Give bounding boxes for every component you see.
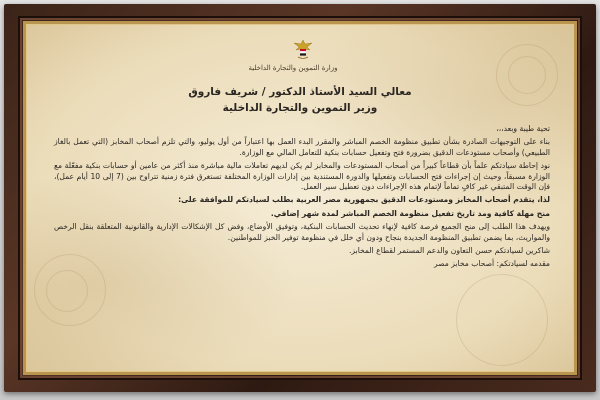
paragraph-context: نود إحاطة سيادتكم علماً بأن قطاعاً كبيراً من أصحاب المستودعات والمخابز لم يكن لديهم تعاملات مالية مباشرة منذ أكثر من عامين أو حسابات بنكية مفعّلة مع الوزارة مسبقاً، وحيث إن إجراءات فتح الحسابات وتفعيلها والدورة المستندية بين إدارات الوزارة المختلفة تستغرق فترة زمنية تتراوح بين (7 إلى 10 أيام عمل)، فإن الوقت المتبقي غير كافٍ تماماً لإتمام هذه الإجراءات دون تعطيل سير العمل. (54, 161, 550, 192)
letter-paper (23, 21, 577, 375)
greeting: تحية طيبة وبعد،،، (496, 124, 550, 133)
signature-line: مقدمه لسيادتكم: أصحاب مخابز مصر (433, 259, 550, 269)
letter-body (54, 124, 550, 273)
paragraph-purpose: ويهدف هذا الطلب إلى منح الجميع فرصة كافية لإنهاء تحديث الحسابات البنكية، وتوفيق الأوضاع، وفض كل الإشكالات الإدارية والقانونية المتعلقة بنقل الرخص والمواريث، بما يضمن تطبيق المنظومة الجديدة بنجاح ودون أي خلل في منظومة توفير الخبز للمواطنين. (54, 222, 550, 242)
addressee-block (66, 84, 534, 116)
addressee-title: وزير التموين والتجارة الداخلية (222, 102, 378, 114)
thanks-line: شاكرين لسيادتكم حسن التعاون والدعم المستمر لقطاع المخابز. (349, 246, 550, 256)
ministry-name: وزارة التموين والتجارة الداخلية (248, 64, 338, 72)
picture-frame (4, 4, 596, 392)
paragraph-intro: بناء على التوجيهات الصادرة بشأن تطبيق منظومة الخصم المباشر والمقرر البدء العمل بها اعتباراً من أول يوليو، والتي تلزم أصحاب المخابز (التي تعمل بالغاز الطبيعي) وأصحاب مستودعات الدقيق بضرورة فتح وتفعيل حسابات بنكية للتعامل المالي مع الوزارة. (54, 137, 550, 157)
request-item: منح مهلة كافية ومد تاريخ تفعيل منظومة الخصم المباشر لمدة شهر إضافي. (270, 208, 550, 218)
egypt-eagle-emblem-icon (290, 38, 316, 62)
paragraph-request-intro: لذا، يتقدم أصحاب المخابز ومستودعات الدقيق بجمهورية مصر العربية بطلب لسيادتكم للموافقة على: (178, 195, 550, 205)
letter-document (26, 24, 574, 372)
addressee-name: معالي السيد الأستاذ الدكتور / شريف فاروق (188, 86, 412, 98)
